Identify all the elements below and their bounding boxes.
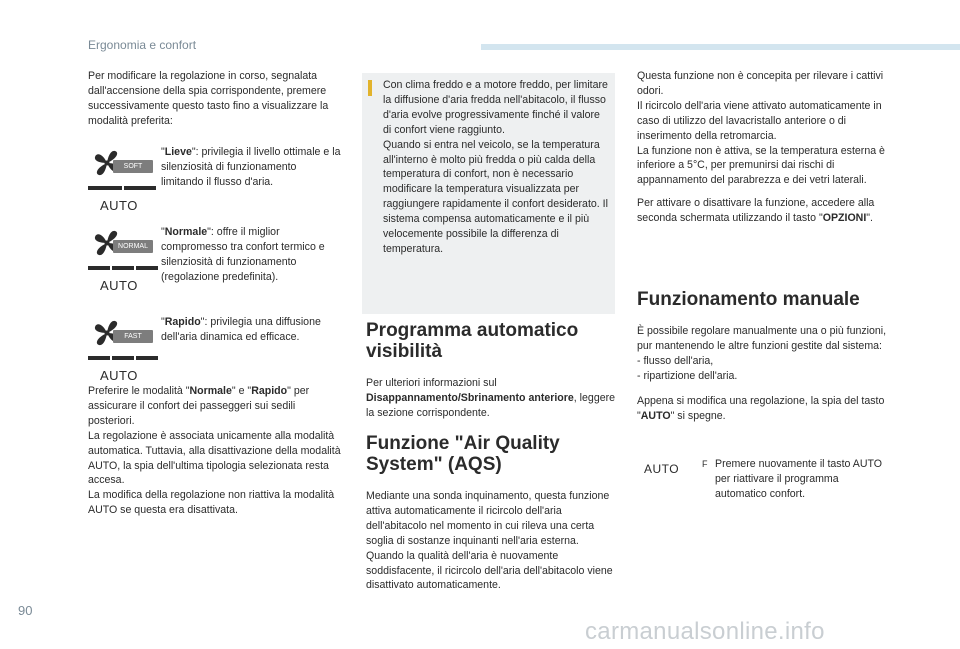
col3-p3: La funzione non è attiva, se la temperatura esterna è inferiore a 5°C, per premunirsi dai rischi di appannamento del parabrezza e dei vetri laterali. xyxy=(637,144,885,187)
aqs-text1: Mediante una sonda inquinamento, questa funzione attiva automaticamente il ricircolo dell'aria dell'abitacolo nel momento in cui rileva una certa soglia di sostanze inquinanti nell'aria esterna. xyxy=(366,490,610,547)
info-icon xyxy=(368,80,372,96)
fast-tag: FAST xyxy=(113,330,153,343)
preference-paragraph: Preferire le modalità "Normale" e "Rapido" per assicurare il confort dei passeggeri sui sedili posteriori. La regolazione è associata unicamente alla modalità automatica. Tuttavia, alla disattivazione della modalità AUTO, la spia dell'ultima tipologia selezionata resta accesa. La modifica della regolazione non riattiva la modalità AUTO se questa era disattivata. xyxy=(88,384,344,518)
info-text: Con clima freddo e a motore freddo, per limitare la diffusione d'aria fredda nell'abitacolo, il flusso d'aria evolve progressivamente finché il valore di confort viene raggiunto. Quando si entra nel veicolo, se la temperatura all'interno è molto più fredda o più calda della temperatura di confort, non è necessario modificare la temperatura visualizzata per raggiungere rapidamente il confort desiderato. Il sistema compensa automaticamente e il più velocemente possibile la differenza di temperatura. xyxy=(383,79,608,255)
visibility-text: Per ulteriori informazioni sul Disappannamento/Sbrinamento anteriore, leggere la sezione corrispondente. xyxy=(366,377,616,419)
header-section-title: Ergonomia e confort xyxy=(88,38,197,52)
association-paragraph: La regolazione è associata unicamente alla modalità automatica. Tuttavia, alla disattivazione della modalità AUTO, la spia dell'ultima tipologia selezionata resta accesa. xyxy=(88,429,341,487)
visibility-title: Programma automatico visibilità xyxy=(366,320,579,362)
manual-item: - flusso dell'aria, xyxy=(637,354,714,367)
soft-name: Lieve xyxy=(164,146,192,158)
aqs-section xyxy=(366,433,616,593)
col3-p1: Questa funzione non è concepita per rilevare i cattivi odori. xyxy=(637,70,884,97)
normal-name: Normale xyxy=(164,226,208,238)
manual-section xyxy=(637,289,893,423)
fast-description: "Rapido": privilegia una diffusione dell'aria dinamica ed efficace. xyxy=(161,316,321,343)
column-aqs-continued xyxy=(637,69,893,226)
press-instruction: Premere nuovamente il tasto AUTO per riattivare il programma automatico confort. xyxy=(715,458,883,500)
column-modes xyxy=(88,69,344,129)
fast-mode-icon xyxy=(88,316,160,383)
manual-title: Funzionamento manuale xyxy=(637,289,860,310)
auto-label: AUTO xyxy=(100,278,138,293)
aqs-title: Funzione "Air Quality System" (AQS) xyxy=(366,433,560,475)
soft-mode-icon xyxy=(88,146,160,213)
auto-button-icon: AUTO xyxy=(644,462,680,476)
visibility-section xyxy=(366,320,616,421)
manual-off-text: Appena si modifica una regolazione, la spia del tasto "AUTO" si spegne. xyxy=(637,394,885,422)
auto-label: AUTO xyxy=(100,198,138,213)
manual-intro: È possibile regolare manualmente una o più funzioni, pur mantenendo le altre funzioni gestite dal sistema: xyxy=(637,325,887,352)
modify-paragraph: La modifica della regolazione non riattiva la modalità AUTO se questa era disattivata. xyxy=(88,489,335,517)
bullet-icon: F xyxy=(702,459,708,469)
col3-p4: Per attivare o disattivare la funzione, accedere alla seconda schermata utilizzando il tasto "OPZIONI". xyxy=(637,197,875,225)
page-number: 90 xyxy=(18,603,33,618)
soft-description: "Lieve": privilegia il livello ottimale e la silenziosità di funzionamento limitando il flusso d'aria. xyxy=(161,146,341,188)
soft-tag: SOFT xyxy=(113,160,153,173)
aqs-text2: Quando la qualità dell'aria è nuovamente soddisfacente, il ricircolo dell'aria dell'abitacolo viene disattivato automaticamente. xyxy=(366,549,613,592)
normal-tag: NORMAL xyxy=(113,240,153,253)
header-bar xyxy=(481,44,960,50)
modes-intro: Per modificare la regolazione in corso, segnalata dall'accensione della spia corrispondente, premere successivamente questo tasto fino a visualizzare la modalità preferita: xyxy=(88,70,329,127)
auto-label: AUTO xyxy=(100,368,138,383)
normal-mode-icon xyxy=(88,226,160,293)
watermark: carmanualsonline.info xyxy=(585,618,825,645)
fast-name: Rapido xyxy=(164,316,201,328)
normal-description: "Normale": offre il miglior compromesso tra confort termico e silenziosità di funzionamento (regolazione predefinita). xyxy=(161,226,325,283)
col3-p2: Il ricircolo dell'aria viene attivato automaticamente in caso di utilizzo del lavacristallo anteriore o di inserimento della retromarcia. xyxy=(637,99,882,142)
manual-item: - ripartizione dell'aria. xyxy=(637,369,738,382)
